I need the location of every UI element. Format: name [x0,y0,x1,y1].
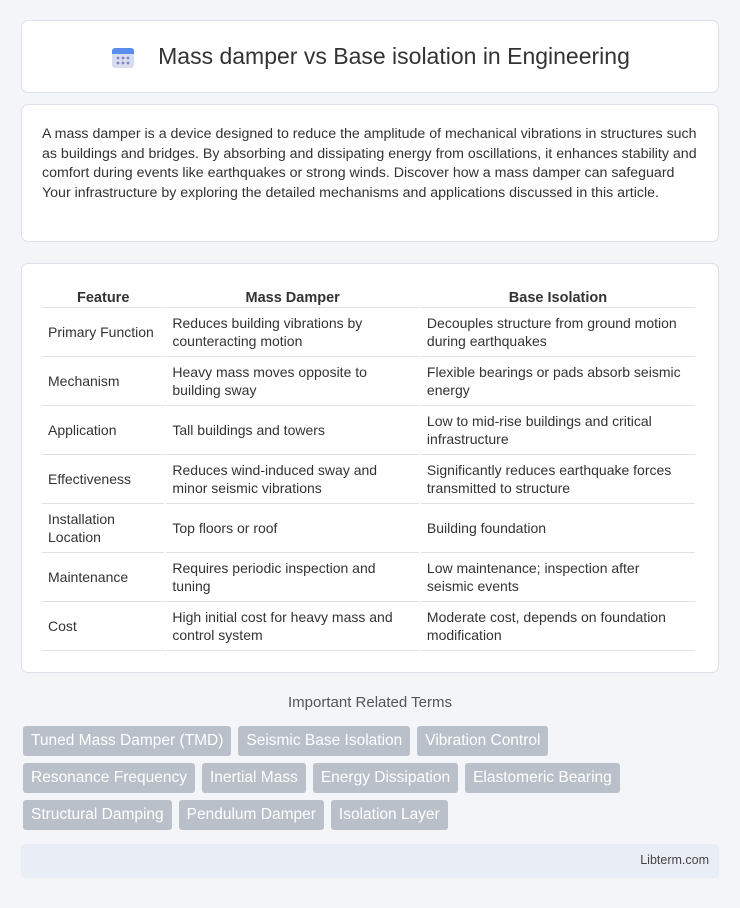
tag-resonance-frequency[interactable]: Resonance Frequency [23,763,195,793]
base-isolation-cell: Moderate cost, depends on foundation modification [421,602,695,651]
intro-text: A mass damper is a device designed to reduce the amplitude of mechanical vibrations in structures such as buildings and bridges. By absorbing and dissipating energy from oscillations, it enhances stability and comfort during events like earthquakes or strong winds. Discover how a mass damper can safeguard Your infrastructure by exploring the detailed mechanisms and applications discussed in this article. [42,126,697,201]
base-isolation-cell: Low to mid-rise buildings and critical infrastructure [421,406,695,455]
feature-cell: Primary Function [42,308,164,357]
tag-energy-dissipation[interactable]: Energy Dissipation [313,763,458,793]
mass-damper-cell: High initial cost for heavy mass and control system [166,602,419,651]
mass-damper-cell: Heavy mass moves opposite to building sway [166,357,419,406]
mass-damper-cell: Top floors or roof [166,504,419,553]
footer [21,844,719,878]
table-row [42,406,695,455]
base-isolation-cell: Low maintenance; inspection after seismic events [421,553,695,602]
header-feature: Feature [42,284,164,308]
related-terms-list [23,726,723,837]
calendar-grid-icon [110,44,136,70]
table-row [42,357,695,406]
base-isolation-cell: Building foundation [421,504,695,553]
tag-elastomeric-bearing[interactable]: Elastomeric Bearing [465,763,620,793]
tag-row [23,726,723,756]
footer-site-link[interactable]: Libterm.com [640,853,709,867]
related-terms-title: Important Related Terms [288,694,452,711]
tag-structural-damping[interactable]: Structural Damping [23,800,172,830]
header-card [21,20,719,93]
feature-cell: Maintenance [42,553,164,602]
tag-row [23,800,723,830]
feature-cell: Cost [42,602,164,651]
mass-damper-cell: Tall buildings and towers [166,406,419,455]
feature-cell: Installation Location [42,504,164,553]
tag-seismic-base-isolation[interactable]: Seismic Base Isolation [238,726,410,756]
mass-damper-cell: Requires periodic inspection and tuning [166,553,419,602]
table-row [42,602,695,651]
base-isolation-cell: Significantly reduces earthquake forces transmitted to structure [421,455,695,504]
header-mass-damper: Mass Damper [166,284,419,308]
page-title: Mass damper vs Base isolation in Engineering [158,43,630,69]
tag-row [23,763,723,793]
tag-vibration-control[interactable]: Vibration Control [417,726,548,756]
table-header-row [42,284,695,308]
table-row [42,553,695,602]
tag-isolation-layer[interactable]: Isolation Layer [331,800,448,830]
intro-card [21,104,719,242]
base-isolation-cell: Flexible bearings or pads absorb seismic energy [421,357,695,406]
header-base-isolation: Base Isolation [421,284,695,308]
comparison-table-card [21,263,719,673]
mass-damper-cell: Reduces building vibrations by counteracting motion [166,308,419,357]
mass-damper-cell: Reduces wind-induced sway and minor seismic vibrations [166,455,419,504]
table-row [42,455,695,504]
tag-pendulum-damper[interactable]: Pendulum Damper [179,800,324,830]
tag-tuned-mass-damper[interactable]: Tuned Mass Damper (TMD) [23,726,231,756]
feature-cell: Effectiveness [42,455,164,504]
feature-cell: Application [42,406,164,455]
table-row [42,308,695,357]
comparison-table [40,284,697,651]
tag-inertial-mass[interactable]: Inertial Mass [202,763,306,793]
table-row [42,504,695,553]
feature-cell: Mechanism [42,357,164,406]
base-isolation-cell: Decouples structure from ground motion during earthquakes [421,308,695,357]
